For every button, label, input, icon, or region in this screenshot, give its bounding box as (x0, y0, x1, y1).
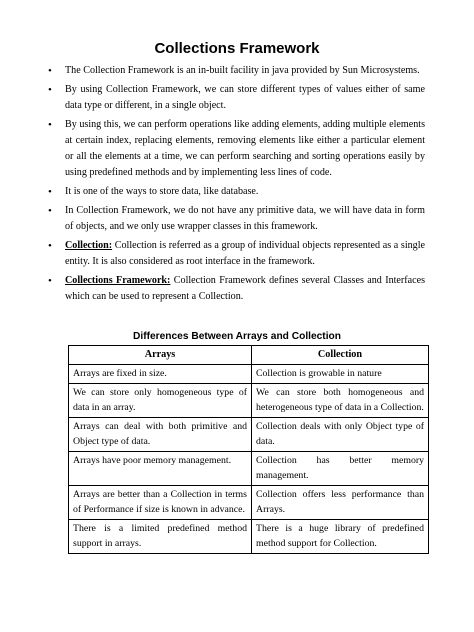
bullet-text: It is one of the ways to store data, like database. (65, 186, 259, 197)
page-title: Collections Framework (154, 40, 320, 57)
bullet-text: The Collection Framework is an in-built facility in java provided by Sun Microsystems. (65, 65, 420, 76)
table-header-row (69, 346, 429, 365)
column-header-arrays: Arrays (69, 346, 252, 365)
table-row (69, 520, 429, 554)
table-cell: Collection deals with only Object type of data. (252, 418, 429, 452)
table-row (69, 452, 429, 486)
bullet-item (65, 238, 425, 270)
table-row (69, 418, 429, 452)
bullet-list (65, 63, 425, 308)
bullet-text: In Collection Framework, we do not have any primitive data, we will have data in form of objects, and we only use wrapper classes in this framework. (65, 205, 425, 232)
table-cell: Arrays can deal with both primitive and Object type of data. (69, 418, 252, 452)
bullet-item (65, 273, 425, 305)
bullet-item (65, 184, 425, 200)
table-cell: We can store both homogeneous and heterogeneous type of data in a Collection. (252, 384, 429, 418)
bullet-item (65, 203, 425, 235)
table-cell: Collection has better memory management. (252, 452, 429, 486)
bullet-text: By using this, we can perform operations like adding elements, adding multiple elements at certain index, replacing elements, removing elements like either a particular element or all the elements at a time, we can perform searching and sorting operations easily by using predefined methods and by implementing less lines of code. (65, 119, 425, 178)
bullet-item (65, 63, 425, 79)
bullet-text: Collection is referred as a group of individual objects represented as a single entity. It is also considered as root interface in the framework. (65, 240, 425, 267)
column-header-collection: Collection (252, 346, 429, 365)
bullet-text: Collection Framework defines several Classes and Interfaces which can be used to represent a Collection. (65, 275, 425, 302)
bullet-term: Collections Framework: (65, 275, 171, 286)
table-row (69, 365, 429, 384)
table-cell: There is a huge library of predefined method support for Collection. (252, 520, 429, 554)
bullet-item (65, 82, 425, 114)
table-cell: There is a limited predefined method support in arrays. (69, 520, 252, 554)
table-cell: Collection is growable in nature (252, 365, 429, 384)
table-cell: Arrays have poor memory management. (69, 452, 252, 486)
bullet-term: Collection: (65, 240, 113, 251)
table-row (69, 384, 429, 418)
table-cell: Collection offers less performance than Arrays. (252, 486, 429, 520)
table-caption: Differences Between Arrays and Collection (133, 331, 341, 342)
bullet-text: By using Collection Framework, we can store different types of values either of same data type or different, in a single object. (65, 84, 425, 111)
table-cell: Arrays are fixed in size. (69, 365, 252, 384)
comparison-table (68, 345, 429, 554)
bullet-item (65, 117, 425, 181)
table-cell: Arrays are better than a Collection in terms of Performance if size is known in advance. (69, 486, 252, 520)
table-row (69, 486, 429, 520)
table-cell: We can store only homogeneous type of data in an array. (69, 384, 252, 418)
